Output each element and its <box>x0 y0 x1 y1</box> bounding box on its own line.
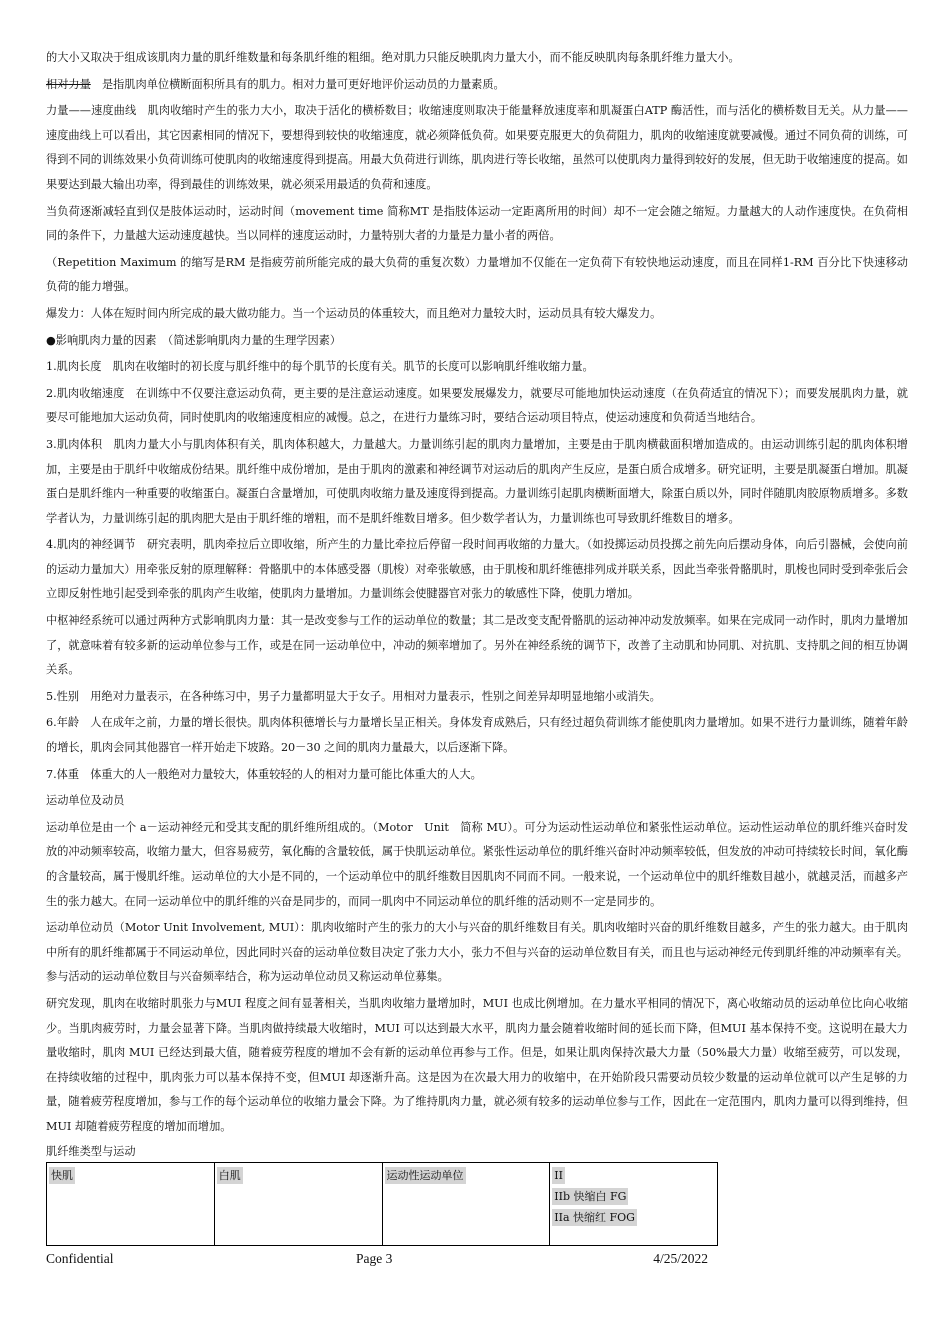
paragraph-1: 的大小又取决于组成该肌肉力量的肌纤维数量和每条肌纤维的粗细。绝对肌力只能反映肌肉力量大小，而不能反映肌肉每条肌纤维力量大小。 <box>46 51 740 64</box>
document-page <box>46 46 908 1246</box>
footer-confidential: Confidential <box>46 1251 114 1266</box>
cell-text: IIa 快缩红 FOG <box>554 1210 635 1224</box>
paragraph-2 <box>46 73 908 98</box>
paragraph-10: 3.肌肉体积 肌肉力量大小与肌肉体积有关，肌肉体积越大，力量越大。力量训练引起的肌肉力量增加，主要是由于肌肉横截面积增加造成的。由运动训练引起的肌肉体积增加，主要是由于肌纤中收缩成份结果。肌纤维中成份增加，是由于肌肉的激素和神经调节对运动后的肌肉产生反应，是蛋白质合成增多。研究证明，主要是肌凝蛋白增加。肌凝蛋白是肌纤维内一种重要的收缩蛋白。凝蛋白含量增加，可使肌肉收缩力量及速度得到提高。力量训练引起肌肉横断面增大，除蛋白质以外，同时伴随肌肉胶原物质增多。多数学者认为，力量训练引起的肌肉肥大是由于肌纤维的增粗，而不是肌纤维数目增多。但少数学者认为，力量训练也可导致肌纤维数目的增多。 <box>46 437 908 525</box>
paragraph-17: 运动单位是由一个 a－运动神经元和受其支配的肌纤维所组成的。（Motor Unit 简称 MU）。可分为运动性运动单位和紧张性运动单位。运动性运动单位的肌纤维兴奋时发放的冲动频率较高，收缩力量大，但容易疲劳，氧化酶的含量较低，属于快肌运动单位。紧张性运动单位的肌纤维兴奋时冲动频率较低，但发放的冲动可持续较长时间，氧化酶的含量较高，属于慢肌纤维。运动单位的大小是不同的，一个运动单位中的肌纤维数目因肌肉不同而不同。一般来说，一个运动单位中的肌纤维数目越小，就越灵活，而越多产生的张力越大。在同一运动单位中的肌纤维的兴奋是同步的，而同一肌肉中不同运动单位的肌纤维的活动则不一定是同步的。 <box>46 820 908 908</box>
paragraph-2-text: 是指肌肉单位横断面积所具有的肌力。相对力量可更好地评价运动员的力量素质。 <box>101 77 505 91</box>
paragraph-12: 中枢神经系统可以通过两种方式影响肌肉力量：其一是改变参与工作的运动单位的数量；其二是改变支配骨骼肌的运动神冲动发放频率。如果在完成同一动作时，肌肉力量增加了，就意味着有较多新的运动单位参与工作，或是在同一运动单位中，冲动的频率增加了。另外在神经系统的调节下，改善了主动肌和协同肌、对抗肌、支持肌之间的相互协调关系。 <box>46 614 908 677</box>
paragraph-14: 6.年龄 人在成年之前，力量的增长很快。肌肉体积德增长与力量增长呈正相关。身体发育成熟后，只有经过超负荷训练才能使肌肉力量增加。如果不进行力量训练，随着年龄的增长，肌肉会同其他器官一样开始走下坡路。20－30 之间的肌肉力量最大，以后逐渐下降。 <box>46 716 908 755</box>
paragraph-4: 当负荷逐渐减轻直到仅是肢体运动时，运动时间（movement time 简称MT 是指肢体运动一定距离所用的时间）却不一定会随之缩短。力量越大的人动作速度快。在负荷相同的条件下，力量越大运动速度越快。当以同样的速度运动时，力量特别大者的力量是力量小者的两倍。 <box>46 204 908 243</box>
paragraph-11: 4.肌肉的神经调节 研究表明，肌肉牵拉后立即收缩，所产生的力量比牵拉后停留一段时间再收缩的力量大。（如投掷运动员投掷之前先向后摆动身体，向后引器械，会使向前的运动力量加大）用牵张反射的原理解释：骨骼肌中的本体感受器（肌梭）对牵张敏感，由于肌梭和肌纤维德排列成并联关系，因此当牵张骨骼肌时，肌梭也同时受到牵张后会立即反射性地引起受到牵张的肌肉产生收缩，使肌肉力量增加。力量训练会使腱器官对张力的敏感性下降，使肌力增加。 <box>46 538 908 601</box>
fiber-type-table <box>46 1162 718 1246</box>
paragraph-8: 1.肌肉长度 肌肉在收缩时的初长度与肌纤维中的每个肌节的长度有关。肌节的长度可以影响肌纤维收缩力量。 <box>46 360 594 374</box>
footer-page-number: Page 3 <box>356 1251 393 1266</box>
paragraph-9: 2.肌肉收缩速度 在训练中不仅要注意运动负荷，更主要的是注意运动速度。如果要发展爆发力，就要尽可能地加快运动速度（在负荷适宜的情况下）；而要发展肌肉力量，就要尽可能地加大运动负荷，同时使肌肉的收缩速度相应的减慢。总之，在进行力量练习时，要结合运动项目特点，使运动速度和负荷适当地结合。 <box>46 386 908 425</box>
cell-text: 快肌 <box>51 1168 73 1182</box>
paragraph-6: 爆发力：人体在短时间内所完成的最大做功能力。当一个运动员的体重较大，而且绝对力量较大时，运动员具有较大爆发力。 <box>46 306 662 320</box>
strike-term: 相对力量 <box>46 77 91 91</box>
paragraph-7: ●影响肌肉力量的因素 （简述影响肌肉力量的生理学因素） <box>46 333 342 347</box>
table-cell <box>47 1162 215 1245</box>
table-cell <box>550 1162 718 1245</box>
footer-date: 4/25/2022 <box>653 1251 708 1266</box>
paragraph-13: 5.性别 用绝对力量表示，在各种练习中，男子力量都明显大于女子。用相对力量表示，性别之间差异却明显地缩小或消失。 <box>46 689 661 703</box>
paragraph-18: 运动单位动员（Motor Unit Involvement, MUI）：肌肉收缩时产生的张力的大小与兴奋的肌纤维数目有关。肌肉收缩时兴奋的肌纤维数目越多，产生的张力越大。由于肌肉中所有的肌纤维都属于不同运动单位，因此同时兴奋的运动单位数目决定了张力大小，张力不但与兴奋的运动单位数目有关，而且也与运动神经元传到肌纤维的冲动频率有关。参与活动的运动单位数目与兴奋频率结合，称为运动单位动员又称运动单位募集。 <box>46 921 908 984</box>
table-cell <box>214 1162 382 1245</box>
cell-text: 运动性运动单位 <box>386 1168 464 1182</box>
paragraph-3: 力量——速度曲线 肌肉收缩时产生的张力大小，取决于活化的横桥数目；收缩速度则取决于能量释放速度率和肌凝蛋白ATP 酶活性，而与活化的横桥数目无关。从力量——速度曲线上可以看出，其它因素相同的情况下，要想得到较快的收缩速度，就必须降低负荷。如果要克服更大的负荷阻力，肌肉的收缩速度就要减慢。通过不同负荷的训练，可得到不同的训练效果小负荷训练可使肌肉的收缩速度得到提高。用最大负荷进行训练，肌肉进行等长收缩，虽然可以使肌肉力量得到较好的发展，但无助于收缩速度的提高。如果要达到最大输出功率，得到最佳的训练效果，就必须采用最适的负荷和速度。 <box>46 104 908 191</box>
paragraph-16: 运动单位及动员 <box>46 794 125 808</box>
cell-text: 白肌 <box>218 1168 241 1182</box>
paragraph-19: 研究发现，肌肉在收缩时肌张力与MUI 程度之间有显著相关，当肌肉收缩力量增加时，MUI 也成比例增加。在力量水平相同的情况下，离心收缩动员的运动单位比向心收缩少。当肌肉疲劳时，力量会显著下降。当肌肉做持续最大收缩时，MUI 可以达到最大水平，肌肉力量会随着收缩时间的延长而下降，但MUI 基本保持不变。这说明在最大力量收缩时，肌肉 MUI 已经达到最大值，随着疲劳程度的增加不会有新的运动单位再参与工作。但是，如果让肌肉保持次最大力量（50%最大力量）收缩至疲劳，可以发现，在持续收缩的过程中，肌肉张力可以基本保持不变，但MUI 却逐渐升高。这是因为在次最大用力的收缩中，在开始阶段只需要动员较少数量的运动单位就可以产生足够的力量，随着疲劳程度增加，参与工作的每个运动单位的收缩力量会下降。为了维持肌肉力量，就必须有较多的运动单位参与工作，因此在一定范围内，肌肉力量可以得到维持，但MUI 却随着疲劳程度的增加而增加。 <box>46 996 908 1133</box>
table-row <box>47 1162 718 1245</box>
cell-text: IIb 快缩白 FG <box>554 1189 627 1203</box>
paragraph-15: 7.体重 体重大的人一般绝对力量较大，体重较轻的人的相对力量可能比体重大的人大。 <box>46 767 482 781</box>
table-title: 肌纤维类型与运动 <box>46 1144 136 1158</box>
paragraph-5: （Repetition Maximum 的缩写是RM 是指疲劳前所能完成的最大负荷的重复次数）力量增加不仅能在一定负荷下有较快地运动速度，而且在同样1-RM 百分比下快速移动负荷的能力增强。 <box>46 255 908 294</box>
page-footer <box>46 1251 708 1271</box>
cell-text: II <box>554 1168 563 1182</box>
table-cell <box>382 1162 550 1245</box>
